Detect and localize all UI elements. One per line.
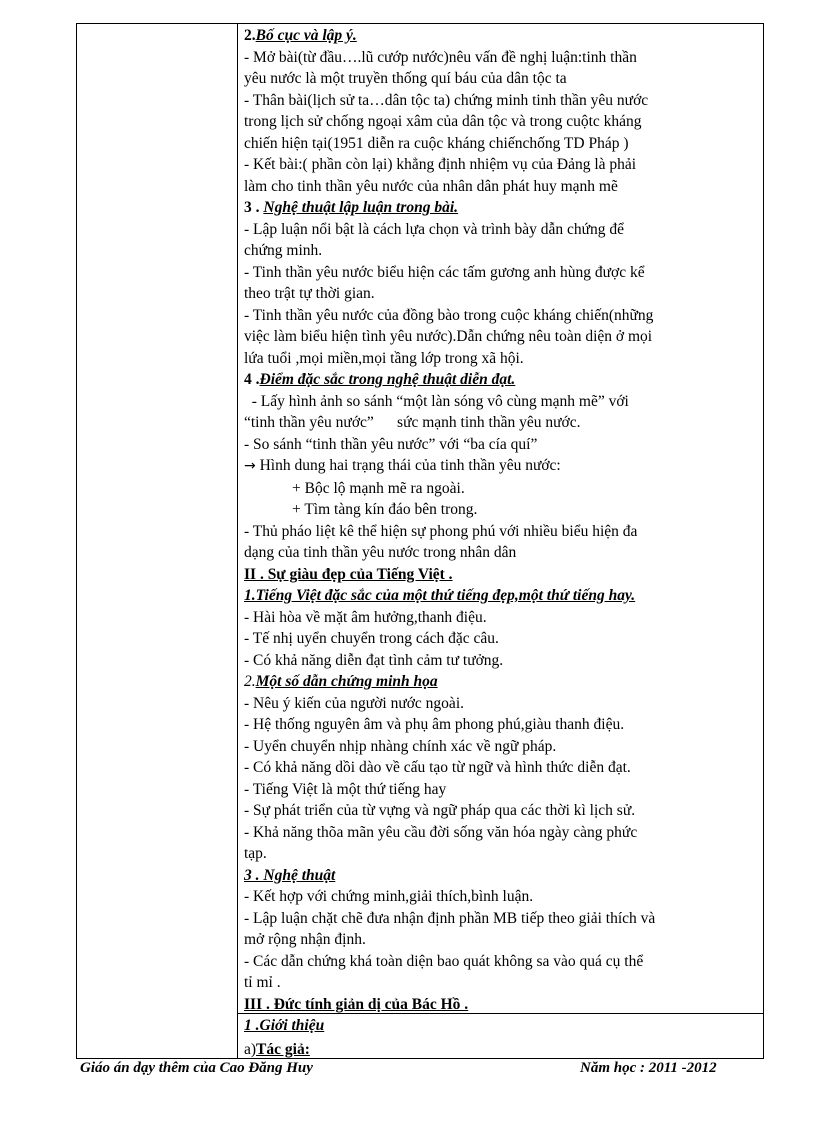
text-line: chiến hiện tại(1951 diễn ra cuộc kháng chiếnchống TD Pháp ) bbox=[244, 134, 629, 152]
part-title: II . Sự giàu đẹp của Tiếng Việt . bbox=[244, 565, 453, 583]
text-line: - Tế nhị uyển chuyển trong cách đặc câu. bbox=[244, 630, 499, 647]
text-line: yêu nước là một truyền thống quí báu của dân tộc ta bbox=[244, 70, 567, 87]
text-line: - Tinh thần yêu nước của đồng bào trong cuộc kháng chiến(những bbox=[244, 306, 654, 324]
text-line: mở rộng nhận định. bbox=[244, 931, 366, 948]
text-line: làm cho tinh thần yêu nước của nhân dân phát huy mạnh mẽ bbox=[244, 177, 618, 195]
section-heading: 2.Một số dẫn chứng minh họa bbox=[244, 673, 438, 690]
text-line: - Các dẫn chứng khá toàn diện bao quát không sa vào quá cụ thể bbox=[244, 952, 644, 970]
text-line: - Thủ pháo liệt kê thể hiện sự phong phú với nhiều biểu hiện đa bbox=[244, 522, 638, 540]
text-line: - Tiếng Việt là một thứ tiếng hay bbox=[244, 780, 447, 798]
text-line: - Lập luận chặt chẽ đưa nhận định phần MB tiếp theo giải thích và bbox=[244, 909, 656, 927]
list-item: a)Tác giả: bbox=[244, 1040, 310, 1058]
text-line: lứa tuổi ,mọi miền,mọi tầng lớp trong xã hội. bbox=[244, 349, 524, 367]
text-line: tạp. bbox=[244, 845, 267, 862]
column-divider bbox=[237, 24, 238, 1058]
text-line: chứng minh. bbox=[244, 242, 323, 259]
text-line: - Uyển chuyển nhịp nhàng chính xác về ngữ pháp. bbox=[244, 737, 557, 755]
text-line: dạng của tinh thần yêu nước trong nhân dân bbox=[244, 544, 517, 561]
section-heading: 1.Tiếng Việt đặc sắc của một thứ tiếng đẹp,một thứ tiếng hay. bbox=[244, 587, 636, 604]
right-arrow-icon: → bbox=[244, 458, 256, 474]
text-line: - So sánh “tinh thần yêu nước” với “ba cía quí” bbox=[244, 435, 538, 453]
text-line: “tinh thần yêu nước” sức mạnh tinh thần yêu nước. bbox=[244, 414, 581, 431]
footer-school-year: Năm học : 2011 -2012 bbox=[580, 1060, 717, 1076]
section-heading: 4 .Điểm đặc sắc trong nghệ thuật diễn đạt. bbox=[244, 371, 516, 388]
text-line: việc làm biểu hiện tình yêu nước).Dẫn chứng nêu toàn diện ở mọi bbox=[244, 328, 653, 345]
text-line: - Có khả năng diễn đạt tình cảm tư tưởng. bbox=[244, 651, 504, 669]
text-line: - Hài hòa về mặt âm hưởng,thanh điệu. bbox=[244, 608, 487, 626]
footer-author: Giáo án dạy thêm của Cao Đăng Huy bbox=[80, 1060, 313, 1076]
section-heading: 3 . Nghệ thuật bbox=[244, 866, 336, 884]
section-heading: 3 . Nghệ thuật lập luận trong bài. bbox=[244, 199, 459, 216]
text-line: - Khả năng thõa mãn yêu cầu đời sống văn hóa ngày càng phức bbox=[244, 823, 638, 841]
text-line: theo trật tự thời gian. bbox=[244, 285, 375, 302]
part-title: III . Đức tính giản dị của Bác Hồ . bbox=[244, 995, 469, 1013]
text-line: - Thân bài(lịch sử ta…dân tộc ta) chứng minh tinh thần yêu nước bbox=[244, 91, 649, 109]
text-line: - Sự phát triển của từ vựng và ngữ pháp qua các thời kì lịch sử. bbox=[244, 802, 636, 819]
text-line: - Hệ thống nguyên âm và phụ âm phong phú,giàu thanh điệu. bbox=[244, 716, 625, 733]
arrow-line: → Hình dung hai trạng thái của tinh thần yêu nước: bbox=[244, 457, 561, 474]
text-line: tỉ mỉ . bbox=[244, 974, 281, 991]
text-line: - Mở bài(từ đầu….lũ cướp nước)nêu vấn đề nghị luận:tinh thần bbox=[244, 48, 637, 66]
section-heading: 2.Bố cục và lập ý. bbox=[244, 27, 357, 44]
lesson-table bbox=[76, 23, 764, 1059]
text-line: - Nêu ý kiến của người nước ngoài. bbox=[244, 694, 464, 712]
lesson-content-cell bbox=[244, 25, 760, 1060]
text-line: - Kết hợp với chứng minh,giải thích,bình luận. bbox=[244, 888, 534, 905]
text-line: + Bộc lộ mạnh mẽ ra ngoài. bbox=[292, 479, 465, 497]
text-line: trong lịch sử chống ngoại xâm của dân tộc và trong cuộtc kháng bbox=[244, 113, 642, 130]
text-line: - Lấy hình ảnh so sánh “một làn sóng vô cùng mạnh mẽ” với bbox=[244, 392, 629, 410]
text-line: - Kết bài:( phần còn lại) khẳng định nhiệm vụ của Đảng là phải bbox=[244, 156, 637, 173]
text-line: - Tinh thần yêu nước biểu hiện các tấm gương anh hùng được kể bbox=[244, 263, 645, 281]
text-line: - Có khả năng dồi dào về cấu tạo từ ngữ và hình thức diễn đạt. bbox=[244, 759, 631, 776]
text-line: - Lập luận nổi bật là cách lựa chọn và trình bày dẫn chứng để bbox=[244, 220, 625, 238]
text-line: + Tìm tàng kín đáo bên trong. bbox=[292, 501, 478, 518]
section-heading: 1 .Giới thiệu bbox=[244, 1017, 325, 1034]
